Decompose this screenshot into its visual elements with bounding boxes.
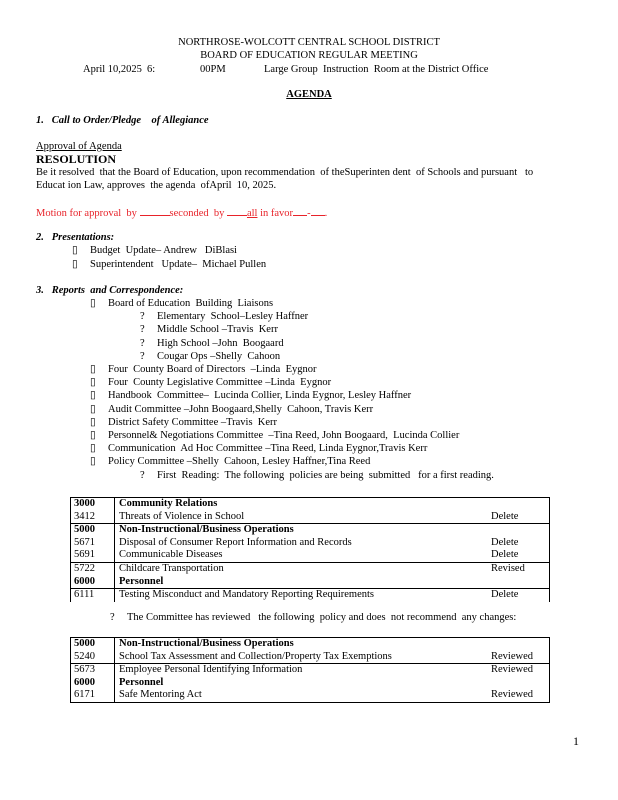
report-sub-item: Elementary School–Lesley Haffner xyxy=(157,311,309,323)
policy-code: 6000 xyxy=(74,676,95,688)
sub-bullet-icon: ? xyxy=(140,311,145,323)
table-row xyxy=(71,537,549,550)
report-item: Policy Committee –Shelly Cahoon, Lesley Haffner,Tina Reed xyxy=(108,456,371,468)
seconded-blank xyxy=(227,206,247,216)
report-item: Four County Legislative Committee –Linda Eygnor xyxy=(108,377,332,389)
report-item: Four County Board of Directors –Linda Eygnor xyxy=(108,364,317,375)
report-item: Audit Committee –John Boogaard,Shelly Cahoon, Travis Kerr xyxy=(108,403,374,415)
section-3-title: 3. Reports and Correspondence: xyxy=(36,285,184,296)
table-row xyxy=(71,588,549,602)
policy-code: 3000 xyxy=(74,498,95,509)
policy-title: Personnel xyxy=(119,676,164,688)
bullet-icon: ▯ xyxy=(90,364,96,375)
policy-code: 6171 xyxy=(74,689,95,701)
bullet-icon: ▯ xyxy=(90,377,96,389)
policy-code: 5240 xyxy=(74,650,95,662)
policy-code: 6000 xyxy=(74,575,95,587)
table-row xyxy=(71,576,549,589)
seconded-label: seconded by xyxy=(169,208,227,219)
meeting-title: BOARD OF EDUCATION REGULAR MEETING xyxy=(200,50,418,61)
resolution-line-1: Be it resolved that the Board of Education, upon recommendation of theSuperinten dent of Schools and pursuant to xyxy=(36,167,534,178)
policy-title: Disposal of Consumer Report Information and Records xyxy=(119,536,352,548)
policy-title: Communicable Diseases xyxy=(119,549,223,561)
in-favor-label: in favor xyxy=(257,208,294,219)
bullet-icon: ▯ xyxy=(90,390,96,402)
favor-dash: - xyxy=(307,208,311,219)
report-sub-item: High School –John Boogaard xyxy=(157,337,284,349)
sub-bullet-icon: ? xyxy=(140,324,145,336)
motion-prefix: Motion for approval by xyxy=(36,208,140,219)
table-row xyxy=(71,677,549,690)
bullet-icon: ▯ xyxy=(90,456,96,468)
approval-heading: Approval of Agenda xyxy=(36,141,122,152)
policy-title: Childcare Transportation xyxy=(119,562,224,574)
table-row xyxy=(71,549,549,562)
table-row xyxy=(71,651,549,664)
report-sub-item: First Reading: The following policies are being submitted for a first reading. xyxy=(157,469,494,481)
meeting-time-hour: 6: xyxy=(147,64,156,75)
policy-code: 5000 xyxy=(74,638,95,649)
presentation-item: Budget Update– Andrew DiBlasi xyxy=(90,245,237,256)
policy-action: Reviewed xyxy=(491,664,533,676)
policy-title: Non-Instructional/Business Operations xyxy=(119,638,294,649)
policy-action: Delete xyxy=(491,549,519,561)
table-row xyxy=(71,498,549,511)
bullet-icon: ▯ xyxy=(90,403,96,415)
agenda-title: AGENDA xyxy=(286,89,332,100)
policy-title: Testing Misconduct and Mandatory Reporting Requirements xyxy=(119,589,375,601)
meeting-time-min: 00PM xyxy=(200,64,226,75)
meeting-location: Large Group Instruction Room at the District Office xyxy=(264,64,489,75)
sub-bullet-icon: ? xyxy=(140,337,145,349)
bullet-icon: ▯ xyxy=(90,443,96,455)
against-blank xyxy=(311,206,325,216)
report-sub-item: Cougar Ops –Shelly Cahoon xyxy=(157,350,281,362)
bullet-icon: ▯ xyxy=(90,298,96,309)
table-row xyxy=(71,638,549,651)
policy-code: 5722 xyxy=(74,562,95,574)
report-item: Handbook Committee– Lucinda Collier, Linda Eygnor, Lesley Haffner xyxy=(108,390,412,402)
motion-end: . xyxy=(324,208,328,219)
policy-title: Community Relations xyxy=(119,498,218,509)
report-sub-item: Middle School –Travis Kerr xyxy=(157,324,278,336)
reviewed-table xyxy=(70,637,550,703)
report-item: Personnel& Negotiations Committee –Tina Reed, John Boogaard, Lucinda Collier xyxy=(108,430,460,441)
policy-action: Delete xyxy=(491,589,519,601)
motion-blank xyxy=(140,206,170,216)
sub-bullet-icon: ? xyxy=(110,612,115,623)
policy-code: 5691 xyxy=(74,549,95,561)
policy-action: Delete xyxy=(491,536,519,548)
motion-line xyxy=(36,206,327,220)
table-row xyxy=(71,689,549,702)
policy-action: Reviewed xyxy=(491,689,533,701)
all-label: all xyxy=(246,208,258,219)
review-note: The Committee has reviewed the following policy and does not recommend any changes: xyxy=(127,612,517,623)
policy-title: Employee Personal Identifying Information xyxy=(119,664,303,676)
page-number: 1 xyxy=(573,734,579,748)
presentation-item: Superintendent Update– Michael Pullen xyxy=(90,259,267,270)
policy-code: 5671 xyxy=(74,536,95,548)
policy-title: School Tax Assessment and Collection/Property Tax Exemptions xyxy=(119,650,392,662)
sub-bullet-icon: ? xyxy=(140,469,145,481)
policy-action: Revised xyxy=(491,562,525,574)
policy-code: 5000 xyxy=(74,524,95,536)
bullet-icon: ▯ xyxy=(72,245,78,256)
resolution-line-2: Educat ion Law, approves the agenda ofApril 10, 2025. xyxy=(36,180,277,191)
policy-code: 5673 xyxy=(74,664,95,676)
report-item: District Safety Committee –Travis Kerr xyxy=(108,416,278,428)
table-row xyxy=(71,562,549,576)
policy-title: Non-Instructional/Business Operations xyxy=(119,524,294,536)
bullet-icon: ▯ xyxy=(90,416,96,428)
district-name: NORTHROSE-WOLCOTT CENTRAL SCHOOL DISTRICT xyxy=(178,37,440,48)
first-reading-table xyxy=(70,497,550,602)
policy-action: Delete xyxy=(491,510,519,522)
report-item: Communication Ad Hoc Committee –Tina Reed, Linda Eygnor,Travis Kerr xyxy=(108,443,428,455)
policy-title: Safe Mentoring Act xyxy=(119,689,202,701)
policy-action: Reviewed xyxy=(491,650,533,662)
policy-title: Threats of Violence in School xyxy=(119,510,245,522)
policy-code: 3412 xyxy=(74,510,95,522)
policy-code: 6111 xyxy=(74,589,95,601)
favor-blank xyxy=(293,206,307,216)
table-row xyxy=(71,511,549,524)
sub-bullet-icon: ? xyxy=(140,350,145,362)
resolution-heading: RESOLUTION xyxy=(36,152,117,166)
report-item: Board of Education Building Liaisons xyxy=(108,298,274,309)
table-row xyxy=(71,663,549,677)
meeting-date: April 10,2025 xyxy=(83,64,142,75)
bullet-icon: ▯ xyxy=(90,430,96,441)
section-1-title: 1. Call to Order/Pledge of Allegiance xyxy=(36,115,209,126)
table-row xyxy=(71,523,549,537)
bullet-icon: ▯ xyxy=(72,259,78,270)
policy-title: Personnel xyxy=(119,575,164,587)
section-2-title: 2. Presentations: xyxy=(36,232,115,243)
